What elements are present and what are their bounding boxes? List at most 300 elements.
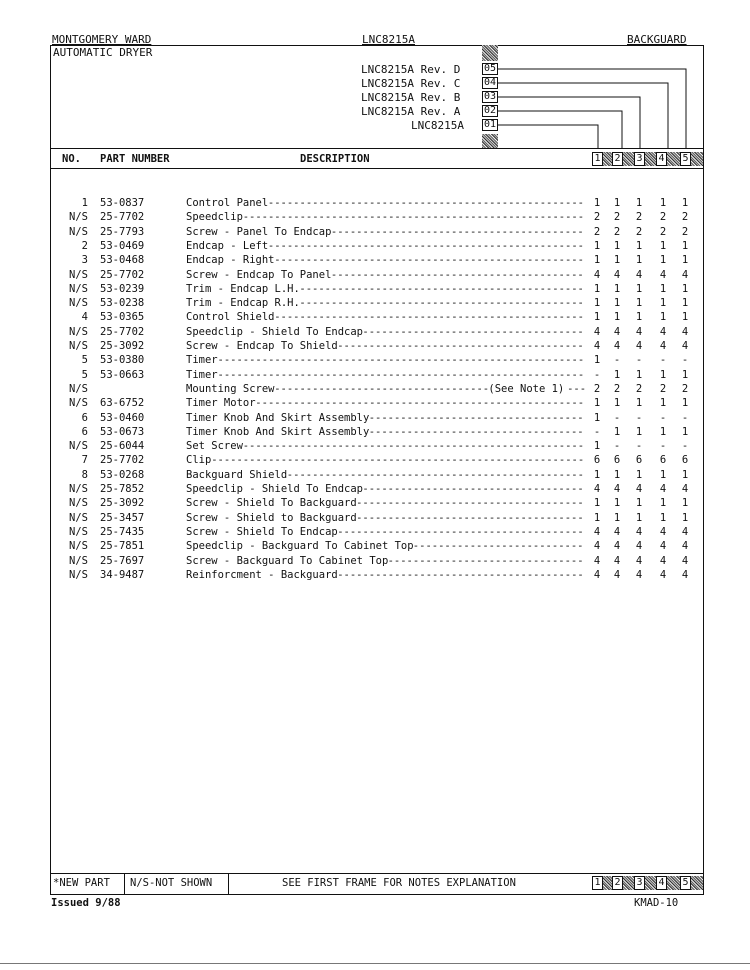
parts-row — [0, 253, 750, 267]
quantity-cell: 1 — [681, 197, 689, 209]
quantity-cell: 4 — [593, 268, 601, 281]
quantity-cell: 2 — [593, 211, 601, 224]
quantity-cell: 4 — [613, 325, 621, 338]
parts-row — [0, 239, 750, 253]
leader-dashes: ---------------------------------------------------- — [255, 397, 585, 410]
quantity-cell: 6 — [681, 454, 689, 467]
footer-rev-col-3: 3 — [634, 876, 645, 890]
issued-date: Issued 9/88 — [51, 897, 121, 909]
revision-label: LNC8215A Rev. D — [361, 63, 461, 76]
quantity-cell: - — [593, 368, 601, 381]
part-description: Timer — [186, 368, 218, 381]
leader-dashes: ---------------------------------- — [274, 382, 490, 395]
quantity-cell: 4 — [613, 340, 621, 352]
leader-dashes: ------------------------------------------------- — [274, 311, 584, 324]
quantity-cell: 6 — [635, 454, 643, 467]
leader-dashes: ----------------------------------- — [362, 325, 584, 338]
parts-row — [0, 411, 750, 425]
quantity-cell: 4 — [613, 525, 621, 538]
footer-rev-shade — [645, 876, 656, 890]
item-number: 5 — [81, 368, 88, 381]
leader-dashes: ---------------------------------------------------------- — [217, 368, 585, 381]
leader-dashes: ---------------------------------- — [368, 425, 584, 438]
quantity-cell: 1 — [593, 239, 601, 252]
part-description: Set Screw — [186, 440, 243, 453]
product-label: AUTOMATIC DRYER — [53, 46, 153, 59]
quantity-cell: 1 — [635, 497, 643, 510]
part-description: Control Panel — [186, 197, 269, 209]
footer-rev-shade — [667, 876, 680, 890]
quantity-cell: 1 — [593, 411, 601, 424]
quantity-cell: 1 — [613, 511, 621, 524]
quantity-cell: - — [659, 440, 667, 453]
quantity-cell: 1 — [681, 468, 689, 481]
part-description: Screw - Shield To Endcap — [186, 525, 338, 538]
quantity-cell: - — [681, 411, 689, 424]
col-header-part-number: PART NUMBER — [100, 153, 170, 165]
part-number: 25-7793 — [100, 225, 145, 238]
quantity-cell: 6 — [659, 454, 667, 467]
part-number: 53-0673 — [100, 425, 145, 438]
quantity-cell: 1 — [681, 397, 689, 410]
quantity-cell: 1 — [593, 354, 601, 367]
quantity-cell: 1 — [613, 282, 621, 295]
quantity-cell: 2 — [659, 211, 667, 224]
part-description: Endcap - Left — [186, 239, 269, 252]
item-number: N/S — [69, 340, 88, 352]
quantity-cell: 4 — [681, 568, 689, 581]
not-shown-legend: N/S-NOT SHOWN — [130, 877, 213, 889]
quantity-cell: 4 — [593, 325, 601, 338]
leader-dashes: --------------------------------------- — [337, 525, 584, 538]
quantity-cell: 4 — [659, 525, 667, 538]
quantity-cell: 4 — [659, 483, 667, 495]
parts-row — [0, 525, 750, 539]
revision-code-box: 01 — [483, 119, 497, 130]
quantity-cell: 4 — [613, 554, 621, 567]
quantity-cell: 1 — [593, 468, 601, 481]
revision-code-box: 02 — [483, 105, 497, 116]
part-number: 25-6044 — [100, 440, 145, 453]
part-number: 63-6752 — [100, 397, 145, 410]
quantity-cell: 2 — [659, 382, 667, 395]
quantity-cell: 4 — [635, 568, 643, 581]
parts-row — [0, 568, 750, 582]
part-number: 25-3092 — [100, 340, 145, 352]
header-rev-shade — [667, 152, 680, 166]
header-rev-col-5: 5 — [680, 152, 691, 166]
quantity-cell: 1 — [681, 311, 689, 324]
leader-dashes: ------------------------------------------------- — [274, 254, 584, 267]
item-number: N/S — [69, 297, 88, 310]
quantity-cell: - — [659, 411, 667, 424]
quantity-cell: 1 — [635, 397, 643, 410]
quantity-cell: 1 — [681, 254, 689, 267]
item-number: N/S — [69, 440, 88, 453]
parts-row — [0, 439, 750, 453]
parts-row — [0, 539, 750, 553]
leader-dashes: ---------------------------------- — [368, 411, 584, 424]
quantity-cell: 4 — [681, 540, 689, 553]
quantity-cell: 4 — [659, 554, 667, 567]
leader-dashes: --- — [567, 382, 587, 395]
quantity-cell: 4 — [681, 554, 689, 567]
part-number: 53-0365 — [100, 311, 145, 324]
footer-divider — [124, 873, 125, 895]
quantity-cell: 4 — [681, 325, 689, 338]
part-number: 53-0837 — [100, 197, 145, 209]
quantity-cell: 1 — [635, 297, 643, 310]
quantity-cell: 2 — [593, 225, 601, 238]
part-number: 25-7702 — [100, 325, 145, 338]
footer-rule — [50, 873, 704, 874]
part-note: (See Note 1) — [488, 382, 565, 395]
part-number: 53-0239 — [100, 282, 145, 295]
part-number: 53-0380 — [100, 354, 145, 367]
quantity-cell: 2 — [613, 225, 621, 238]
part-description: Timer Motor — [186, 397, 256, 410]
quantity-cell: 1 — [593, 440, 601, 453]
quantity-cell: 1 — [659, 197, 667, 209]
quantity-cell: 2 — [681, 382, 689, 395]
leader-dashes: ----------------------------------- — [362, 483, 584, 495]
quantity-cell: 2 — [593, 382, 601, 395]
quantity-cell: 2 — [635, 382, 643, 395]
part-number: 25-7852 — [100, 483, 145, 495]
part-description: Timer Knob And Skirt Assembly — [186, 425, 370, 438]
part-number: 25-3092 — [100, 497, 145, 510]
quantity-cell: 1 — [635, 468, 643, 481]
quantity-cell: 1 — [659, 282, 667, 295]
part-description: Control Shield — [186, 311, 275, 324]
quantity-cell: 4 — [613, 483, 621, 495]
leader-dashes: -------------------------------------------------- — [267, 197, 584, 209]
footer-rev-shade — [691, 876, 703, 890]
quantity-cell: 4 — [635, 554, 643, 567]
part-description: Speedclip - Shield To Endcap — [186, 483, 364, 495]
quantity-cell: 1 — [613, 497, 621, 510]
quantity-cell: 1 — [593, 197, 601, 209]
header-rev-col-4: 4 — [656, 152, 667, 166]
leader-dashes: -------------------------------------------------- — [267, 239, 584, 252]
part-number: 53-0469 — [100, 239, 145, 252]
parts-row — [0, 282, 750, 296]
quantity-cell: 4 — [613, 568, 621, 581]
item-number: 2 — [81, 239, 88, 252]
item-number: N/S — [69, 568, 88, 581]
parts-row — [0, 396, 750, 410]
part-description: Backguard Shield — [186, 468, 288, 481]
quantity-cell: 2 — [613, 211, 621, 224]
part-description: Reinforcment - Backguard — [186, 568, 338, 581]
quantity-cell: 1 — [613, 311, 621, 324]
header-rev-shade — [691, 152, 703, 166]
part-number: 53-0268 — [100, 468, 145, 481]
quantity-cell: 1 — [681, 368, 689, 381]
quantity-cell: 2 — [635, 211, 643, 224]
footer-rev-col-2: 2 — [612, 876, 623, 890]
header-top-rule — [50, 148, 704, 149]
quantity-cell: - — [613, 440, 621, 453]
part-description: Trim - Endcap R.H. — [186, 297, 300, 310]
quantity-cell: 1 — [635, 425, 643, 438]
parts-row — [0, 453, 750, 467]
footer-rev-col-4: 4 — [656, 876, 667, 890]
item-number: N/S — [69, 554, 88, 567]
part-number: 53-0238 — [100, 297, 145, 310]
part-description: Speedclip — [186, 211, 243, 224]
leader-dashes: ------------------------------------------------------ — [242, 211, 585, 224]
parts-row — [0, 296, 750, 310]
leader-dashes: ---------------------------------------- — [330, 225, 584, 238]
quantity-cell: 1 — [593, 511, 601, 524]
quantity-cell: 1 — [613, 368, 621, 381]
header-rev-shade — [603, 152, 612, 166]
parts-row — [0, 554, 750, 568]
item-number: 6 — [81, 411, 88, 424]
leader-dashes: ------------------------------------ — [356, 511, 584, 524]
header-rev-col-1: 1 — [592, 152, 603, 166]
page-bottom-rule — [0, 963, 750, 964]
quantity-cell: 1 — [659, 397, 667, 410]
quantity-cell: 4 — [659, 268, 667, 281]
quantity-cell: 4 — [635, 525, 643, 538]
quantity-cell: 1 — [681, 239, 689, 252]
parts-row — [0, 482, 750, 496]
parts-row — [0, 196, 750, 210]
quantity-cell: 4 — [659, 340, 667, 352]
item-number: N/S — [69, 211, 88, 224]
part-description: Trim - Endcap L.H. — [186, 282, 300, 295]
part-number: 25-7702 — [100, 454, 145, 467]
quantity-cell: 4 — [659, 540, 667, 553]
parts-row — [0, 325, 750, 339]
item-number: 5 — [81, 354, 88, 367]
page-code: KMAD-10 — [634, 897, 679, 909]
model-label: LNC8215A — [362, 33, 415, 46]
parts-row — [0, 468, 750, 482]
quantity-cell: 1 — [613, 254, 621, 267]
revision-label: LNC8215A — [411, 119, 464, 132]
part-number: 34-9487 — [100, 568, 145, 581]
item-number: 1 — [81, 197, 88, 209]
quantity-cell: 1 — [681, 497, 689, 510]
leader-dashes: ------------------------------------------------------ — [242, 440, 585, 453]
leader-dashes: --------------------------- — [412, 540, 584, 553]
parts-row — [0, 339, 750, 353]
quantity-cell: 4 — [635, 540, 643, 553]
quantity-cell: 4 — [635, 325, 643, 338]
quantity-cell: 4 — [659, 325, 667, 338]
item-number: N/S — [69, 397, 88, 410]
quantity-cell: 1 — [681, 282, 689, 295]
quantity-cell: 1 — [593, 282, 601, 295]
item-number: N/S — [69, 268, 88, 281]
parts-row — [0, 210, 750, 224]
quantity-cell: 4 — [681, 268, 689, 281]
quantity-cell: 1 — [659, 239, 667, 252]
leader-dashes: ------------------------------------ — [356, 497, 584, 510]
part-number: 25-7702 — [100, 211, 145, 224]
part-description: Screw - Endcap To Shield — [186, 340, 338, 352]
item-number: 3 — [81, 254, 88, 267]
quantity-cell: - — [635, 440, 643, 453]
quantity-cell: 4 — [635, 483, 643, 495]
footer-divider — [228, 873, 229, 895]
revision-code-box: 04 — [483, 77, 497, 88]
quantity-cell: - — [659, 354, 667, 367]
quantity-cell: 1 — [613, 297, 621, 310]
part-description: Screw - Shield to Backguard — [186, 511, 357, 524]
quantity-cell: 4 — [635, 340, 643, 352]
quantity-cell: 1 — [593, 254, 601, 267]
quantity-cell: 4 — [635, 268, 643, 281]
part-number: 25-7702 — [100, 268, 145, 281]
quantity-cell: 4 — [593, 554, 601, 567]
part-description: Screw - Endcap To Panel — [186, 268, 332, 281]
leader-dashes: ------------------------------- — [387, 554, 584, 567]
part-description: Timer — [186, 354, 218, 367]
quantity-cell: - — [613, 411, 621, 424]
item-number: 6 — [81, 425, 88, 438]
item-number: N/S — [69, 483, 88, 495]
quantity-cell: 1 — [659, 497, 667, 510]
item-number: N/S — [69, 540, 88, 553]
parts-row — [0, 511, 750, 525]
quantity-cell: 1 — [635, 197, 643, 209]
part-description: Timer Knob And Skirt Assembly — [186, 411, 370, 424]
quantity-cell: 1 — [635, 239, 643, 252]
quantity-cell: 1 — [659, 297, 667, 310]
quantity-cell: 1 — [659, 511, 667, 524]
revision-label: LNC8215A Rev. C — [361, 77, 461, 90]
quantity-cell: - — [681, 354, 689, 367]
parts-row — [0, 353, 750, 367]
quantity-cell: 4 — [593, 340, 601, 352]
quantity-cell: - — [613, 354, 621, 367]
item-number: N/S — [69, 525, 88, 538]
section-label: BACKGUARD — [627, 33, 687, 46]
header-rev-shade — [645, 152, 656, 166]
item-number: N/S — [69, 511, 88, 524]
leader-dashes: ---------------------------------------- — [330, 268, 584, 281]
quantity-cell: 1 — [613, 468, 621, 481]
quantity-cell: 1 — [659, 468, 667, 481]
part-description: Speedclip - Backguard To Cabinet Top — [186, 540, 414, 553]
footer-rev-shade — [603, 876, 612, 890]
part-description: Screw - Backguard To Cabinet Top — [186, 554, 389, 567]
quantity-cell: 1 — [659, 254, 667, 267]
item-number: N/S — [69, 325, 88, 338]
item-number: N/S — [69, 282, 88, 295]
leader-dashes: ----------------------------------------------- — [286, 468, 584, 481]
quantity-cell: 4 — [659, 568, 667, 581]
quantity-cell: - — [681, 440, 689, 453]
revision-label: LNC8215A Rev. B — [361, 91, 461, 104]
brand-label: MONTGOMERY WARD — [52, 33, 152, 46]
parts-row — [0, 425, 750, 439]
item-number: 8 — [81, 468, 88, 481]
quantity-cell: 6 — [613, 454, 621, 467]
item-number: N/S — [69, 225, 88, 238]
revision-code-box: 03 — [483, 91, 497, 102]
item-number: 7 — [81, 454, 88, 467]
item-number: N/S — [69, 497, 88, 510]
part-description: Endcap - Right — [186, 254, 275, 267]
quantity-cell: 4 — [593, 483, 601, 495]
quantity-cell: 1 — [681, 511, 689, 524]
col-header-description: DESCRIPTION — [300, 153, 370, 165]
leader-dashes: --------------------------------------- — [337, 568, 584, 581]
footer-rev-col-5: 5 — [680, 876, 691, 890]
header-rev-col-2: 2 — [612, 152, 623, 166]
quantity-cell: 2 — [659, 225, 667, 238]
footer-rev-shade — [623, 876, 634, 890]
parts-row — [0, 268, 750, 282]
quantity-cell: 1 — [613, 397, 621, 410]
leader-dashes: --------------------------------------- — [337, 340, 584, 352]
quantity-cell: 4 — [681, 483, 689, 495]
part-description: Clip — [186, 454, 212, 467]
quantity-cell: 1 — [635, 311, 643, 324]
quantity-cell: 1 — [593, 497, 601, 510]
part-description: Screw - Panel To Endcap — [186, 225, 332, 238]
quantity-cell: 1 — [635, 282, 643, 295]
quantity-cell: 4 — [681, 340, 689, 352]
parts-row — [0, 310, 750, 324]
part-number: 53-0460 — [100, 411, 145, 424]
quantity-cell: 1 — [635, 368, 643, 381]
header-rev-shade — [623, 152, 634, 166]
quantity-cell: 1 — [593, 297, 601, 310]
part-number: 25-7697 — [100, 554, 145, 567]
quantity-cell: 1 — [593, 397, 601, 410]
quantity-cell: 1 — [613, 197, 621, 209]
part-number: 53-0468 — [100, 254, 145, 267]
quantity-cell: 1 — [613, 425, 621, 438]
quantity-cell: 4 — [613, 540, 621, 553]
quantity-cell: 1 — [659, 425, 667, 438]
part-description: Screw - Shield To Backguard — [186, 497, 357, 510]
quantity-cell: - — [593, 425, 601, 438]
quantity-cell: 4 — [681, 525, 689, 538]
quantity-cell: 4 — [593, 525, 601, 538]
quantity-cell: - — [635, 411, 643, 424]
header-bottom-rule — [50, 168, 704, 169]
quantity-cell: 2 — [681, 225, 689, 238]
quantity-cell: 4 — [593, 568, 601, 581]
quantity-cell: 1 — [681, 425, 689, 438]
quantity-cell: 2 — [635, 225, 643, 238]
quantity-cell: 2 — [613, 382, 621, 395]
revision-leader-lines — [0, 0, 750, 160]
quantity-cell: 1 — [635, 254, 643, 267]
quantity-cell: 2 — [681, 211, 689, 224]
new-part-legend: *NEW PART — [53, 877, 110, 889]
quantity-cell: 1 — [593, 311, 601, 324]
col-header-no: NO. — [62, 153, 81, 165]
quantity-cell: 1 — [613, 239, 621, 252]
leader-dashes: ----------------------------------------------------------- — [211, 454, 585, 467]
part-description: Speedclip - Shield To Endcap — [186, 325, 364, 338]
part-description: Mounting Screw — [186, 382, 275, 395]
parts-row — [0, 368, 750, 382]
quantity-cell: 4 — [613, 268, 621, 281]
parts-row — [0, 225, 750, 239]
revision-label: LNC8215A Rev. A — [361, 105, 461, 118]
leader-dashes: ---------------------------------------------------------- — [217, 354, 585, 367]
part-number: 53-0663 — [100, 368, 145, 381]
